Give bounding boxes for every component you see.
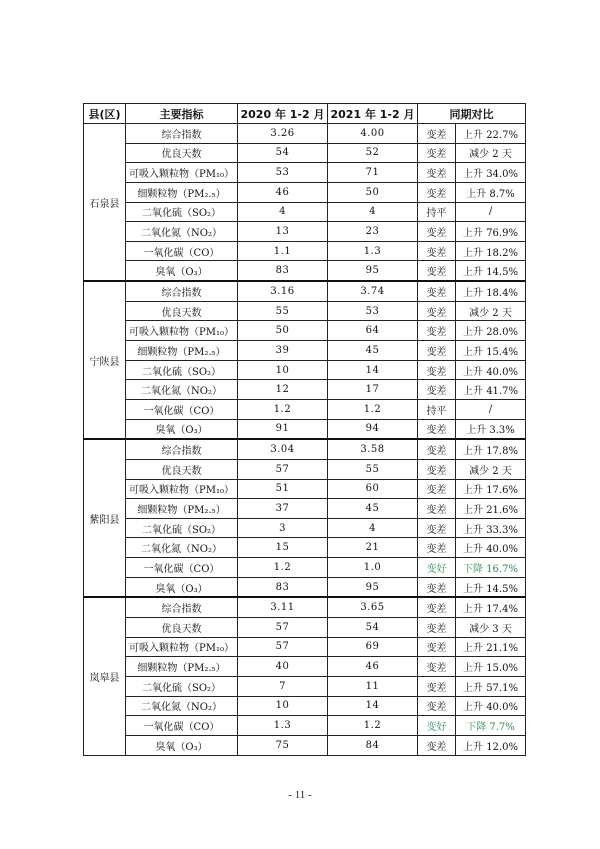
value-2021: 14: [328, 360, 418, 380]
trend-change: 上升 41.7%: [456, 380, 526, 400]
value-2021: 52: [328, 143, 418, 163]
trend-status: 变差: [418, 637, 456, 657]
indicator-name: 一氧化碳（CO）: [126, 716, 238, 736]
table-row: [84, 637, 526, 657]
trend-status: 变差: [418, 618, 456, 638]
trend-change: 上升 21.6%: [456, 499, 526, 519]
value-2020: 3: [238, 518, 328, 538]
trend-change: 上升 40.0%: [456, 360, 526, 380]
trend-change: 上升 14.5%: [456, 261, 526, 281]
trend-status: 变差: [418, 380, 456, 400]
value-2021: 54: [328, 618, 418, 638]
table-row: [84, 163, 526, 183]
value-2021: 1.3: [328, 241, 418, 261]
value-2020: 57: [238, 618, 328, 638]
value-2020: 3.16: [238, 281, 328, 301]
table-row: [84, 716, 526, 736]
indicator-name: 二氧化氮（NO₂）: [126, 538, 238, 558]
trend-change: 上升 21.1%: [456, 637, 526, 657]
county-name: 紫阳县: [84, 439, 126, 597]
table-row: [84, 222, 526, 242]
table-row: [84, 202, 526, 222]
header-county: 县(区): [84, 104, 126, 124]
value-2021: 1.2: [328, 716, 418, 736]
indicator-name: 可吸入颗粒物（PM₁₀）: [126, 321, 238, 341]
table-row: [84, 439, 526, 459]
value-2020: 3.11: [238, 597, 328, 617]
value-2021: 3.65: [328, 597, 418, 617]
value-2020: 10: [238, 360, 328, 380]
value-2021: 46: [328, 657, 418, 677]
table-row: [84, 301, 526, 321]
trend-change: 上升 34.0%: [456, 163, 526, 183]
trend-change: 上升 8.7%: [456, 182, 526, 202]
table-row: [84, 479, 526, 499]
indicator-name: 一氧化碳（CO）: [126, 241, 238, 261]
trend-change: 上升 15.0%: [456, 657, 526, 677]
trend-status: 变差: [418, 241, 456, 261]
trend-change: /: [456, 399, 526, 419]
table-row: [84, 341, 526, 361]
value-2021: 1.2: [328, 399, 418, 419]
indicator-name: 综合指数: [126, 597, 238, 617]
value-2020: 83: [238, 261, 328, 281]
trend-change: 上升 17.4%: [456, 597, 526, 617]
trend-status: 变差: [418, 124, 456, 144]
county-name: 岚皋县: [84, 597, 126, 755]
trend-change: 减少 3 天: [456, 618, 526, 638]
trend-status: 变差: [418, 261, 456, 281]
trend-status: 变差: [418, 735, 456, 755]
value-2020: 57: [238, 637, 328, 657]
trend-status: 变差: [418, 439, 456, 459]
trend-status: 变差: [418, 143, 456, 163]
indicator-name: 细颗粒物（PM₂.₅）: [126, 657, 238, 677]
trend-status: 持平: [418, 399, 456, 419]
trend-status: 变差: [418, 499, 456, 519]
table-row: [84, 538, 526, 558]
trend-change: 上升 15.4%: [456, 341, 526, 361]
indicator-name: 臭氧（O₃）: [126, 735, 238, 755]
value-2021: 60: [328, 479, 418, 499]
trend-change: 上升 28.0%: [456, 321, 526, 341]
indicator-name: 臭氧（O₃）: [126, 419, 238, 439]
value-2021: 84: [328, 735, 418, 755]
trend-status: 变差: [418, 163, 456, 183]
trend-change: 减少 2 天: [456, 301, 526, 321]
value-2021: 14: [328, 696, 418, 716]
indicator-name: 臭氧（O₃）: [126, 261, 238, 281]
indicator-name: 可吸入颗粒物（PM₁₀）: [126, 479, 238, 499]
value-2020: 10: [238, 696, 328, 716]
trend-change: 上升 40.0%: [456, 696, 526, 716]
trend-status: 变差: [418, 182, 456, 202]
trend-status: 变差: [418, 657, 456, 677]
value-2021: 45: [328, 341, 418, 361]
table-row: [84, 321, 526, 341]
trend-status: 变差: [418, 419, 456, 439]
value-2021: 1.0: [328, 558, 418, 578]
header-2020: 2020 年 1-2 月: [238, 104, 328, 124]
table-row: [84, 499, 526, 519]
table-row: [84, 380, 526, 400]
value-2020: 40: [238, 657, 328, 677]
trend-status: 变差: [418, 696, 456, 716]
indicator-name: 二氧化硫（SO₂）: [126, 676, 238, 696]
trend-change: 上升 33.3%: [456, 518, 526, 538]
value-2021: 21: [328, 538, 418, 558]
value-2021: 69: [328, 637, 418, 657]
trend-change: 上升 18.2%: [456, 241, 526, 261]
table-row: [84, 419, 526, 439]
value-2021: 3.74: [328, 281, 418, 301]
indicator-name: 可吸入颗粒物（PM₁₀）: [126, 637, 238, 657]
trend-status: 变差: [418, 577, 456, 597]
indicator-name: 优良天数: [126, 618, 238, 638]
value-2020: 3.04: [238, 439, 328, 459]
table-body: [84, 124, 526, 756]
value-2020: 12: [238, 380, 328, 400]
value-2021: 23: [328, 222, 418, 242]
value-2020: 13: [238, 222, 328, 242]
air-quality-table: [83, 103, 526, 756]
indicator-name: 细颗粒物（PM₂.₅）: [126, 182, 238, 202]
trend-change: /: [456, 202, 526, 222]
trend-change: 上升 3.3%: [456, 419, 526, 439]
indicator-name: 优良天数: [126, 301, 238, 321]
value-2021: 11: [328, 676, 418, 696]
value-2021: 95: [328, 261, 418, 281]
value-2021: 95: [328, 577, 418, 597]
value-2020: 91: [238, 419, 328, 439]
indicator-name: 综合指数: [126, 439, 238, 459]
indicator-name: 二氧化硫（SO₂）: [126, 202, 238, 222]
table-row: [84, 577, 526, 597]
value-2020: 37: [238, 499, 328, 519]
value-2020: 1.1: [238, 241, 328, 261]
header-comparison: 同期对比: [418, 104, 526, 124]
table-row: [84, 518, 526, 538]
indicator-name: 综合指数: [126, 281, 238, 301]
trend-status: 变差: [418, 459, 456, 479]
trend-status: 持平: [418, 202, 456, 222]
value-2020: 1.3: [238, 716, 328, 736]
indicator-name: 二氧化氮（NO₂）: [126, 380, 238, 400]
trend-status: 变差: [418, 281, 456, 301]
trend-change: 上升 17.8%: [456, 439, 526, 459]
value-2020: 75: [238, 735, 328, 755]
table-row: [84, 182, 526, 202]
trend-change: 上升 12.0%: [456, 735, 526, 755]
table-row: [84, 735, 526, 755]
trend-change: 上升 57.1%: [456, 676, 526, 696]
page-number: - 11 -: [288, 789, 312, 801]
value-2020: 51: [238, 479, 328, 499]
indicator-name: 一氧化碳（CO）: [126, 399, 238, 419]
value-2021: 50: [328, 182, 418, 202]
trend-status: 变好: [418, 558, 456, 578]
value-2021: 53: [328, 301, 418, 321]
indicator-name: 细颗粒物（PM₂.₅）: [126, 499, 238, 519]
table-row: [84, 676, 526, 696]
table-row: [84, 261, 526, 281]
trend-status: 变差: [418, 360, 456, 380]
table-row: [84, 281, 526, 301]
value-2020: 15: [238, 538, 328, 558]
trend-change: 上升 22.7%: [456, 124, 526, 144]
value-2021: 4: [328, 518, 418, 538]
trend-change: 上升 76.9%: [456, 222, 526, 242]
trend-change: 减少 2 天: [456, 143, 526, 163]
value-2020: 53: [238, 163, 328, 183]
table-row: [84, 696, 526, 716]
indicator-name: 优良天数: [126, 143, 238, 163]
trend-status: 变差: [418, 538, 456, 558]
value-2020: 1.2: [238, 399, 328, 419]
indicator-name: 二氧化氮（NO₂）: [126, 696, 238, 716]
trend-change: 上升 14.5%: [456, 577, 526, 597]
value-2021: 4.00: [328, 124, 418, 144]
indicator-name: 二氧化硫（SO₂）: [126, 360, 238, 380]
indicator-name: 二氧化氮（NO₂）: [126, 222, 238, 242]
value-2020: 54: [238, 143, 328, 163]
table-row: [84, 124, 526, 144]
header-indicator: 主要指标: [126, 104, 238, 124]
header-2021: 2021 年 1-2 月: [328, 104, 418, 124]
trend-status: 变差: [418, 301, 456, 321]
county-name: 宁陕县: [84, 281, 126, 439]
trend-change: 下降 7.7%: [456, 716, 526, 736]
value-2021: 64: [328, 321, 418, 341]
table-header-row: [84, 104, 526, 124]
table-row: [84, 399, 526, 419]
table-row: [84, 558, 526, 578]
value-2020: 46: [238, 182, 328, 202]
table-row: [84, 360, 526, 380]
value-2020: 50: [238, 321, 328, 341]
trend-status: 变差: [418, 518, 456, 538]
trend-status: 变好: [418, 716, 456, 736]
table-row: [84, 618, 526, 638]
indicator-name: 综合指数: [126, 124, 238, 144]
indicator-name: 可吸入颗粒物（PM₁₀）: [126, 163, 238, 183]
table-row: [84, 241, 526, 261]
trend-change: 下降 16.7%: [456, 558, 526, 578]
trend-change: 上升 18.4%: [456, 281, 526, 301]
value-2021: 45: [328, 499, 418, 519]
trend-status: 变差: [418, 222, 456, 242]
trend-status: 变差: [418, 341, 456, 361]
trend-change: 减少 2 天: [456, 459, 526, 479]
value-2021: 17: [328, 380, 418, 400]
table-row: [84, 657, 526, 677]
value-2021: 94: [328, 419, 418, 439]
trend-status: 变差: [418, 479, 456, 499]
trend-status: 变差: [418, 676, 456, 696]
value-2020: 3.26: [238, 124, 328, 144]
value-2020: 57: [238, 459, 328, 479]
value-2020: 39: [238, 341, 328, 361]
trend-change: 上升 17.6%: [456, 479, 526, 499]
indicator-name: 优良天数: [126, 459, 238, 479]
value-2021: 4: [328, 202, 418, 222]
value-2020: 7: [238, 676, 328, 696]
table-row: [84, 597, 526, 617]
table-row: [84, 459, 526, 479]
indicator-name: 细颗粒物（PM₂.₅）: [126, 341, 238, 361]
value-2021: 71: [328, 163, 418, 183]
value-2021: 3.58: [328, 439, 418, 459]
trend-change: 上升 40.0%: [456, 538, 526, 558]
value-2021: 55: [328, 459, 418, 479]
trend-status: 变差: [418, 321, 456, 341]
county-name: 石泉县: [84, 124, 126, 282]
indicator-name: 一氧化碳（CO）: [126, 558, 238, 578]
value-2020: 1.2: [238, 558, 328, 578]
indicator-name: 二氧化硫（SO₂）: [126, 518, 238, 538]
value-2020: 83: [238, 577, 328, 597]
value-2020: 4: [238, 202, 328, 222]
table-row: [84, 143, 526, 163]
trend-status: 变差: [418, 597, 456, 617]
indicator-name: 臭氧（O₃）: [126, 577, 238, 597]
value-2020: 55: [238, 301, 328, 321]
